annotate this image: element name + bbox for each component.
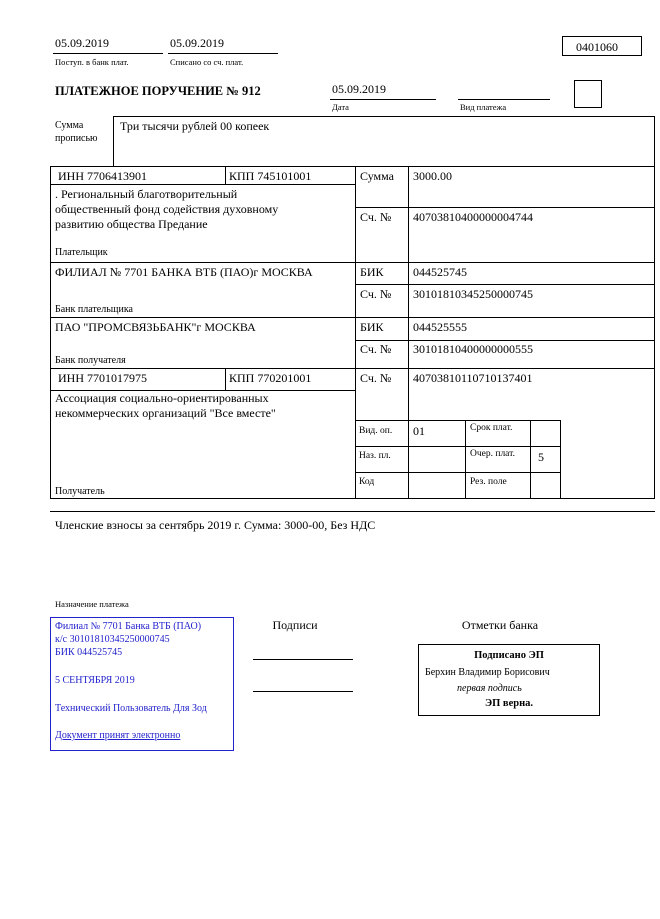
divider bbox=[225, 166, 226, 184]
vid-op-label: Вид. оп. bbox=[359, 426, 393, 436]
amount-box-top-border bbox=[113, 116, 655, 117]
divider bbox=[50, 368, 655, 369]
ocher-plat-value: 5 bbox=[538, 450, 544, 464]
signatures-label: Подписи bbox=[272, 618, 318, 632]
amount-words-label-1: Сумма bbox=[55, 120, 84, 131]
date-label: Дата bbox=[332, 102, 349, 112]
bank-marks-label: Отметки банка bbox=[461, 618, 539, 632]
divider bbox=[355, 340, 655, 341]
payer-kpp: КПП 745101001 bbox=[229, 169, 312, 183]
document-title: ПЛАТЕЖНОЕ ПОРУЧЕНИЕ № 912 bbox=[55, 84, 261, 98]
date-debited: 05.09.2019 bbox=[170, 36, 224, 50]
payer-inn: ИНН 7706413901 bbox=[58, 169, 147, 183]
amount-box-left-border bbox=[113, 116, 114, 166]
signed-title: Подписано ЭП bbox=[474, 650, 544, 661]
date-debited-label: Списано со сч. плат. bbox=[170, 57, 244, 67]
kod-label: Код bbox=[359, 477, 375, 487]
account-label: Сч. № bbox=[360, 371, 392, 385]
payer-account: 40703810400000004744 bbox=[413, 210, 533, 224]
stamp-bik: БИК 044525745 bbox=[55, 647, 123, 658]
document-date: 05.09.2019 bbox=[332, 82, 386, 96]
stamp-date: 5 СЕНТЯБРЯ 2019 bbox=[55, 675, 135, 686]
naz-pl-label: Наз. пл. bbox=[359, 451, 391, 461]
payer-bank-account: 30101810345250000745 bbox=[413, 287, 533, 301]
signed-subtitle: первая подпись bbox=[457, 683, 522, 694]
account-label: Сч. № bbox=[360, 287, 392, 301]
grid-divider bbox=[530, 420, 531, 498]
table-left-border bbox=[50, 166, 51, 498]
payee-name: Ассоциация социально-ориентированных некоммерческих организаций "Все вместе" bbox=[55, 391, 276, 420]
payer-name: . Региональный благотворительный общественный фонд содействия духовному развитию общества Предание bbox=[55, 187, 279, 231]
date-received-underline bbox=[53, 53, 163, 54]
signature-line-2 bbox=[253, 691, 353, 692]
signature-line-1 bbox=[253, 659, 353, 660]
payer-bank-bik: 044525745 bbox=[413, 265, 467, 279]
divider bbox=[355, 166, 356, 498]
vid-op-value: 01 bbox=[413, 424, 425, 438]
table-top-border bbox=[50, 166, 655, 167]
payment-type-underline bbox=[458, 99, 550, 100]
payee-bank-account: 30101810400000000555 bbox=[413, 342, 533, 356]
divider bbox=[50, 262, 655, 263]
form-code: 0401060 bbox=[576, 40, 618, 54]
bank-stamp-box bbox=[50, 617, 234, 751]
stamp-accepted: Документ принят электронно bbox=[55, 730, 181, 741]
stamp-corr-account: к/с 30101810345250000745 bbox=[55, 634, 170, 645]
payer-bank-section-label: Банк плательщика bbox=[55, 304, 133, 315]
signature-stamp-box bbox=[418, 644, 600, 716]
purpose-top-rule bbox=[50, 511, 655, 512]
ocher-plat-label: Очер. плат. bbox=[470, 449, 515, 459]
sum-value: 3000.00 bbox=[413, 169, 452, 183]
table-bottom-border bbox=[50, 498, 655, 499]
form-code-box bbox=[562, 36, 642, 56]
sum-label: Сумма bbox=[360, 169, 394, 183]
rez-pole-label: Рез. поле bbox=[470, 477, 507, 487]
grid-divider bbox=[465, 420, 466, 498]
divider bbox=[355, 207, 655, 208]
payee-bank-section-label: Банк получателя bbox=[55, 355, 126, 366]
date-underline bbox=[330, 99, 436, 100]
payment-type-label: Вид платежа bbox=[460, 102, 507, 112]
date-debited-underline bbox=[168, 53, 278, 54]
purpose-label: Назначение платежа bbox=[55, 599, 129, 609]
stamp-user: Технический Пользователь Для Зод bbox=[55, 703, 207, 714]
payee-inn: ИНН 7701017975 bbox=[58, 371, 147, 385]
amount-words-label-2: прописью bbox=[55, 133, 98, 144]
srok-plat-label: Срок плат. bbox=[470, 423, 513, 433]
bik-label: БИК bbox=[360, 265, 384, 279]
stamp-bank-name: Филиал № 7701 Банка ВТБ (ПАО) bbox=[55, 621, 202, 632]
payee-bank-bik: 044525555 bbox=[413, 320, 467, 334]
payee-kpp: КПП 770201001 bbox=[229, 371, 312, 385]
payee-bank-name: ПАО "ПРОМСВЯЗЬБАНК"г МОСКВА bbox=[55, 320, 256, 334]
amount-words-value: Три тысячи рублей 00 копеек bbox=[120, 119, 270, 133]
account-label: Сч. № bbox=[360, 342, 392, 356]
divider bbox=[408, 166, 409, 498]
divider bbox=[50, 317, 655, 318]
bik-label: БИК bbox=[360, 320, 384, 334]
status-box bbox=[574, 80, 602, 108]
date-received-label: Поступ. в банк плат. bbox=[55, 57, 129, 67]
divider bbox=[225, 368, 226, 390]
payee-section-label: Получатель bbox=[55, 486, 105, 497]
payer-section-label: Плательщик bbox=[55, 247, 108, 258]
signed-verified: ЭП верна. bbox=[484, 698, 533, 709]
signed-name: Берхин Владимир Борисович bbox=[425, 667, 550, 678]
date-received: 05.09.2019 bbox=[55, 36, 109, 50]
grid-divider bbox=[560, 420, 561, 498]
account-label: Сч. № bbox=[360, 210, 392, 224]
divider bbox=[355, 284, 655, 285]
payee-account: 40703810110710137401 bbox=[413, 371, 533, 385]
payer-bank-name: ФИЛИАЛ № 7701 БАНКА ВТБ (ПАО)г МОСКВА bbox=[55, 265, 313, 279]
table-right-border bbox=[654, 116, 655, 498]
divider bbox=[50, 184, 355, 185]
purpose-text: Членские взносы за сентябрь 2019 г. Сумма: 3000-00, Без НДС bbox=[55, 518, 376, 532]
